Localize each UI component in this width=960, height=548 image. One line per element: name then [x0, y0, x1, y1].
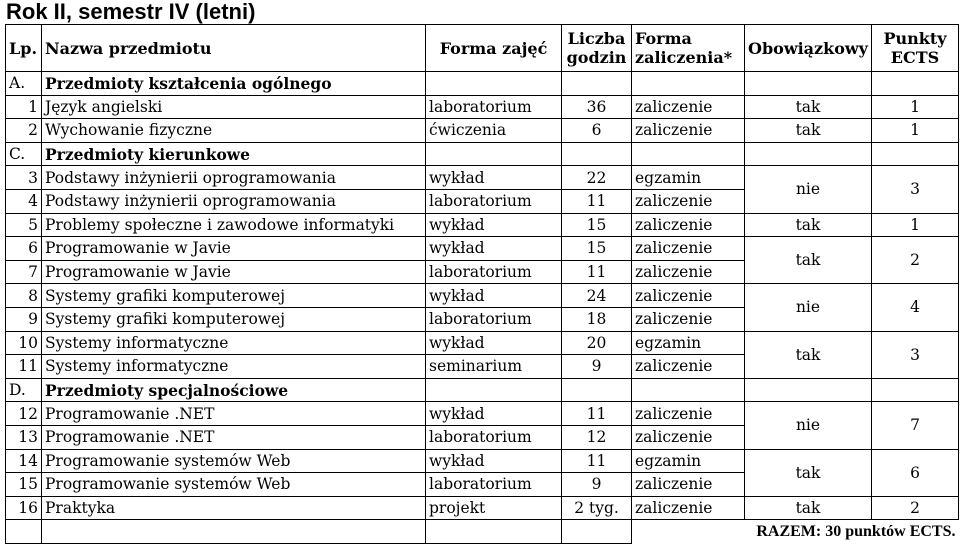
row-hours: 22	[562, 166, 632, 190]
row-form: laboratorium	[426, 473, 562, 497]
row-hours: 20	[562, 331, 632, 355]
row-credit: zaliczenie	[632, 355, 745, 379]
row-credit: zaliczenie	[632, 237, 745, 261]
section-row-d	[6, 378, 959, 402]
table-row	[6, 213, 959, 237]
row-hours: 36	[562, 95, 632, 119]
table-row	[6, 95, 959, 119]
total-ects: RAZEM: 30 punktów ECTS.	[756, 522, 956, 540]
row-ects: 6	[872, 449, 959, 496]
row-hours: 15	[562, 213, 632, 237]
row-mandatory: nie	[745, 166, 872, 213]
header-zal-line1: Forma	[635, 29, 692, 48]
section-c-letter: C.	[6, 142, 42, 166]
row-ects: 1	[872, 95, 959, 119]
row-hours: 6	[562, 119, 632, 143]
table-row	[6, 496, 959, 520]
header-liczba-line1: Liczba	[567, 29, 626, 48]
row-lp: 6	[6, 237, 42, 261]
row-credit: zaliczenie	[632, 119, 745, 143]
row-ects: 2	[872, 237, 959, 284]
header-pkt-line2: ECTS	[890, 48, 940, 67]
row-ects: 1	[872, 213, 959, 237]
row-hours: 15	[562, 237, 632, 261]
row-credit: zaliczenie	[632, 284, 745, 308]
row-name: Programowanie systemów Web	[42, 473, 426, 497]
header-punkty	[872, 25, 959, 72]
header-lp: Lp.	[6, 25, 42, 72]
row-lp: 2	[6, 119, 42, 143]
row-hours: 9	[562, 473, 632, 497]
row-credit: zaliczenie	[632, 496, 745, 520]
section-a-letter: A.	[6, 72, 42, 96]
row-credit: zaliczenie	[632, 307, 745, 331]
row-lp: 14	[6, 449, 42, 473]
course-table	[5, 24, 959, 544]
row-hours: 11	[562, 189, 632, 213]
table-row	[6, 449, 959, 473]
header-pkt-line1: Punkty	[883, 29, 947, 48]
table-row	[6, 331, 959, 355]
row-lp: 15	[6, 473, 42, 497]
section-d-letter: D.	[6, 378, 42, 402]
row-name: Programowanie systemów Web	[42, 449, 426, 473]
row-lp: 1	[6, 95, 42, 119]
row-ects: 7	[872, 402, 959, 449]
header-forma-zaliczenia	[632, 25, 745, 72]
row-name: Programowanie w Javie	[42, 260, 426, 284]
header-liczba-godzin	[562, 25, 632, 72]
row-lp: 10	[6, 331, 42, 355]
section-a-label: Przedmioty kształcenia ogólnego	[42, 72, 426, 96]
row-credit: zaliczenie	[632, 402, 745, 426]
row-lp: 13	[6, 425, 42, 449]
header-row	[6, 25, 959, 72]
row-lp: 3	[6, 166, 42, 190]
row-lp: 11	[6, 355, 42, 379]
row-form: projekt	[426, 496, 562, 520]
row-ects: 2	[872, 496, 959, 520]
page-title: Rok II, semestr IV (letni)	[6, 0, 256, 24]
row-hours: 11	[562, 449, 632, 473]
row-mandatory: nie	[745, 402, 872, 449]
row-mandatory: tak	[745, 237, 872, 284]
row-name: Podstawy inżynierii oprogramowania	[42, 189, 426, 213]
row-form: laboratorium	[426, 307, 562, 331]
section-row-a	[6, 72, 959, 96]
row-form: wykład	[426, 402, 562, 426]
row-hours: 2 tyg.	[562, 496, 632, 520]
row-name: Podstawy inżynierii oprogramowania	[42, 166, 426, 190]
row-form: laboratorium	[426, 95, 562, 119]
row-mandatory: tak	[745, 496, 872, 520]
row-lp: 4	[6, 189, 42, 213]
row-credit: egzamin	[632, 166, 745, 190]
table-row	[6, 402, 959, 426]
row-name: Systemy informatyczne	[42, 355, 426, 379]
section-c-label: Przedmioty kierunkowe	[42, 142, 426, 166]
row-mandatory: tak	[745, 119, 872, 143]
row-form: ćwiczenia	[426, 119, 562, 143]
row-lp: 8	[6, 284, 42, 308]
row-form: wykład	[426, 213, 562, 237]
row-form: wykład	[426, 284, 562, 308]
row-name: Programowanie w Javie	[42, 237, 426, 261]
row-name: Systemy grafiki komputerowej	[42, 284, 426, 308]
row-ects: 4	[872, 284, 959, 331]
row-name: Wychowanie fizyczne	[42, 119, 426, 143]
row-name: Problemy społeczne i zawodowe informatyki	[42, 213, 426, 237]
row-credit: egzamin	[632, 449, 745, 473]
row-form: wykład	[426, 166, 562, 190]
row-credit: egzamin	[632, 331, 745, 355]
row-form: seminarium	[426, 355, 562, 379]
row-credit: zaliczenie	[632, 213, 745, 237]
section-d-label: Przedmioty specjalnościowe	[42, 378, 426, 402]
row-ects: 1	[872, 119, 959, 143]
row-form: wykład	[426, 449, 562, 473]
row-name: Język angielski	[42, 95, 426, 119]
row-mandatory: tak	[745, 95, 872, 119]
row-name: Programowanie .NET	[42, 402, 426, 426]
header-liczba-line2: godzin	[566, 48, 627, 67]
row-hours: 24	[562, 284, 632, 308]
total-row	[6, 520, 959, 544]
row-lp: 5	[6, 213, 42, 237]
row-name: Programowanie .NET	[42, 425, 426, 449]
row-hours: 11	[562, 402, 632, 426]
table-row	[6, 237, 959, 261]
row-ects: 3	[872, 331, 959, 378]
table-row	[6, 166, 959, 190]
row-credit: zaliczenie	[632, 189, 745, 213]
header-forma-zajec: Forma zajęć	[426, 25, 562, 72]
row-credit: zaliczenie	[632, 473, 745, 497]
row-lp: 9	[6, 307, 42, 331]
row-lp: 12	[6, 402, 42, 426]
row-credit: zaliczenie	[632, 425, 745, 449]
row-form: laboratorium	[426, 189, 562, 213]
table-row	[6, 284, 959, 308]
row-credit: zaliczenie	[632, 95, 745, 119]
row-hours: 9	[562, 355, 632, 379]
header-obowiazkowy: Obowiązkowy	[745, 25, 872, 72]
row-form: laboratorium	[426, 425, 562, 449]
section-row-c	[6, 142, 959, 166]
row-name: Systemy informatyczne	[42, 331, 426, 355]
row-name: Praktyka	[42, 496, 426, 520]
row-ects: 3	[872, 166, 959, 213]
row-mandatory: nie	[745, 284, 872, 331]
row-lp: 16	[6, 496, 42, 520]
table-row	[6, 119, 959, 143]
row-name: Systemy grafiki komputerowej	[42, 307, 426, 331]
row-form: wykład	[426, 237, 562, 261]
row-mandatory: tak	[745, 449, 872, 496]
row-lp: 7	[6, 260, 42, 284]
row-hours: 11	[562, 260, 632, 284]
row-mandatory: tak	[745, 213, 872, 237]
row-credit: zaliczenie	[632, 260, 745, 284]
header-nazwa: Nazwa przedmiotu	[42, 25, 426, 72]
header-zal-line2: zaliczenia*	[635, 48, 733, 67]
row-form: wykład	[426, 331, 562, 355]
row-hours: 18	[562, 307, 632, 331]
row-hours: 12	[562, 425, 632, 449]
row-mandatory: tak	[745, 331, 872, 378]
row-form: laboratorium	[426, 260, 562, 284]
